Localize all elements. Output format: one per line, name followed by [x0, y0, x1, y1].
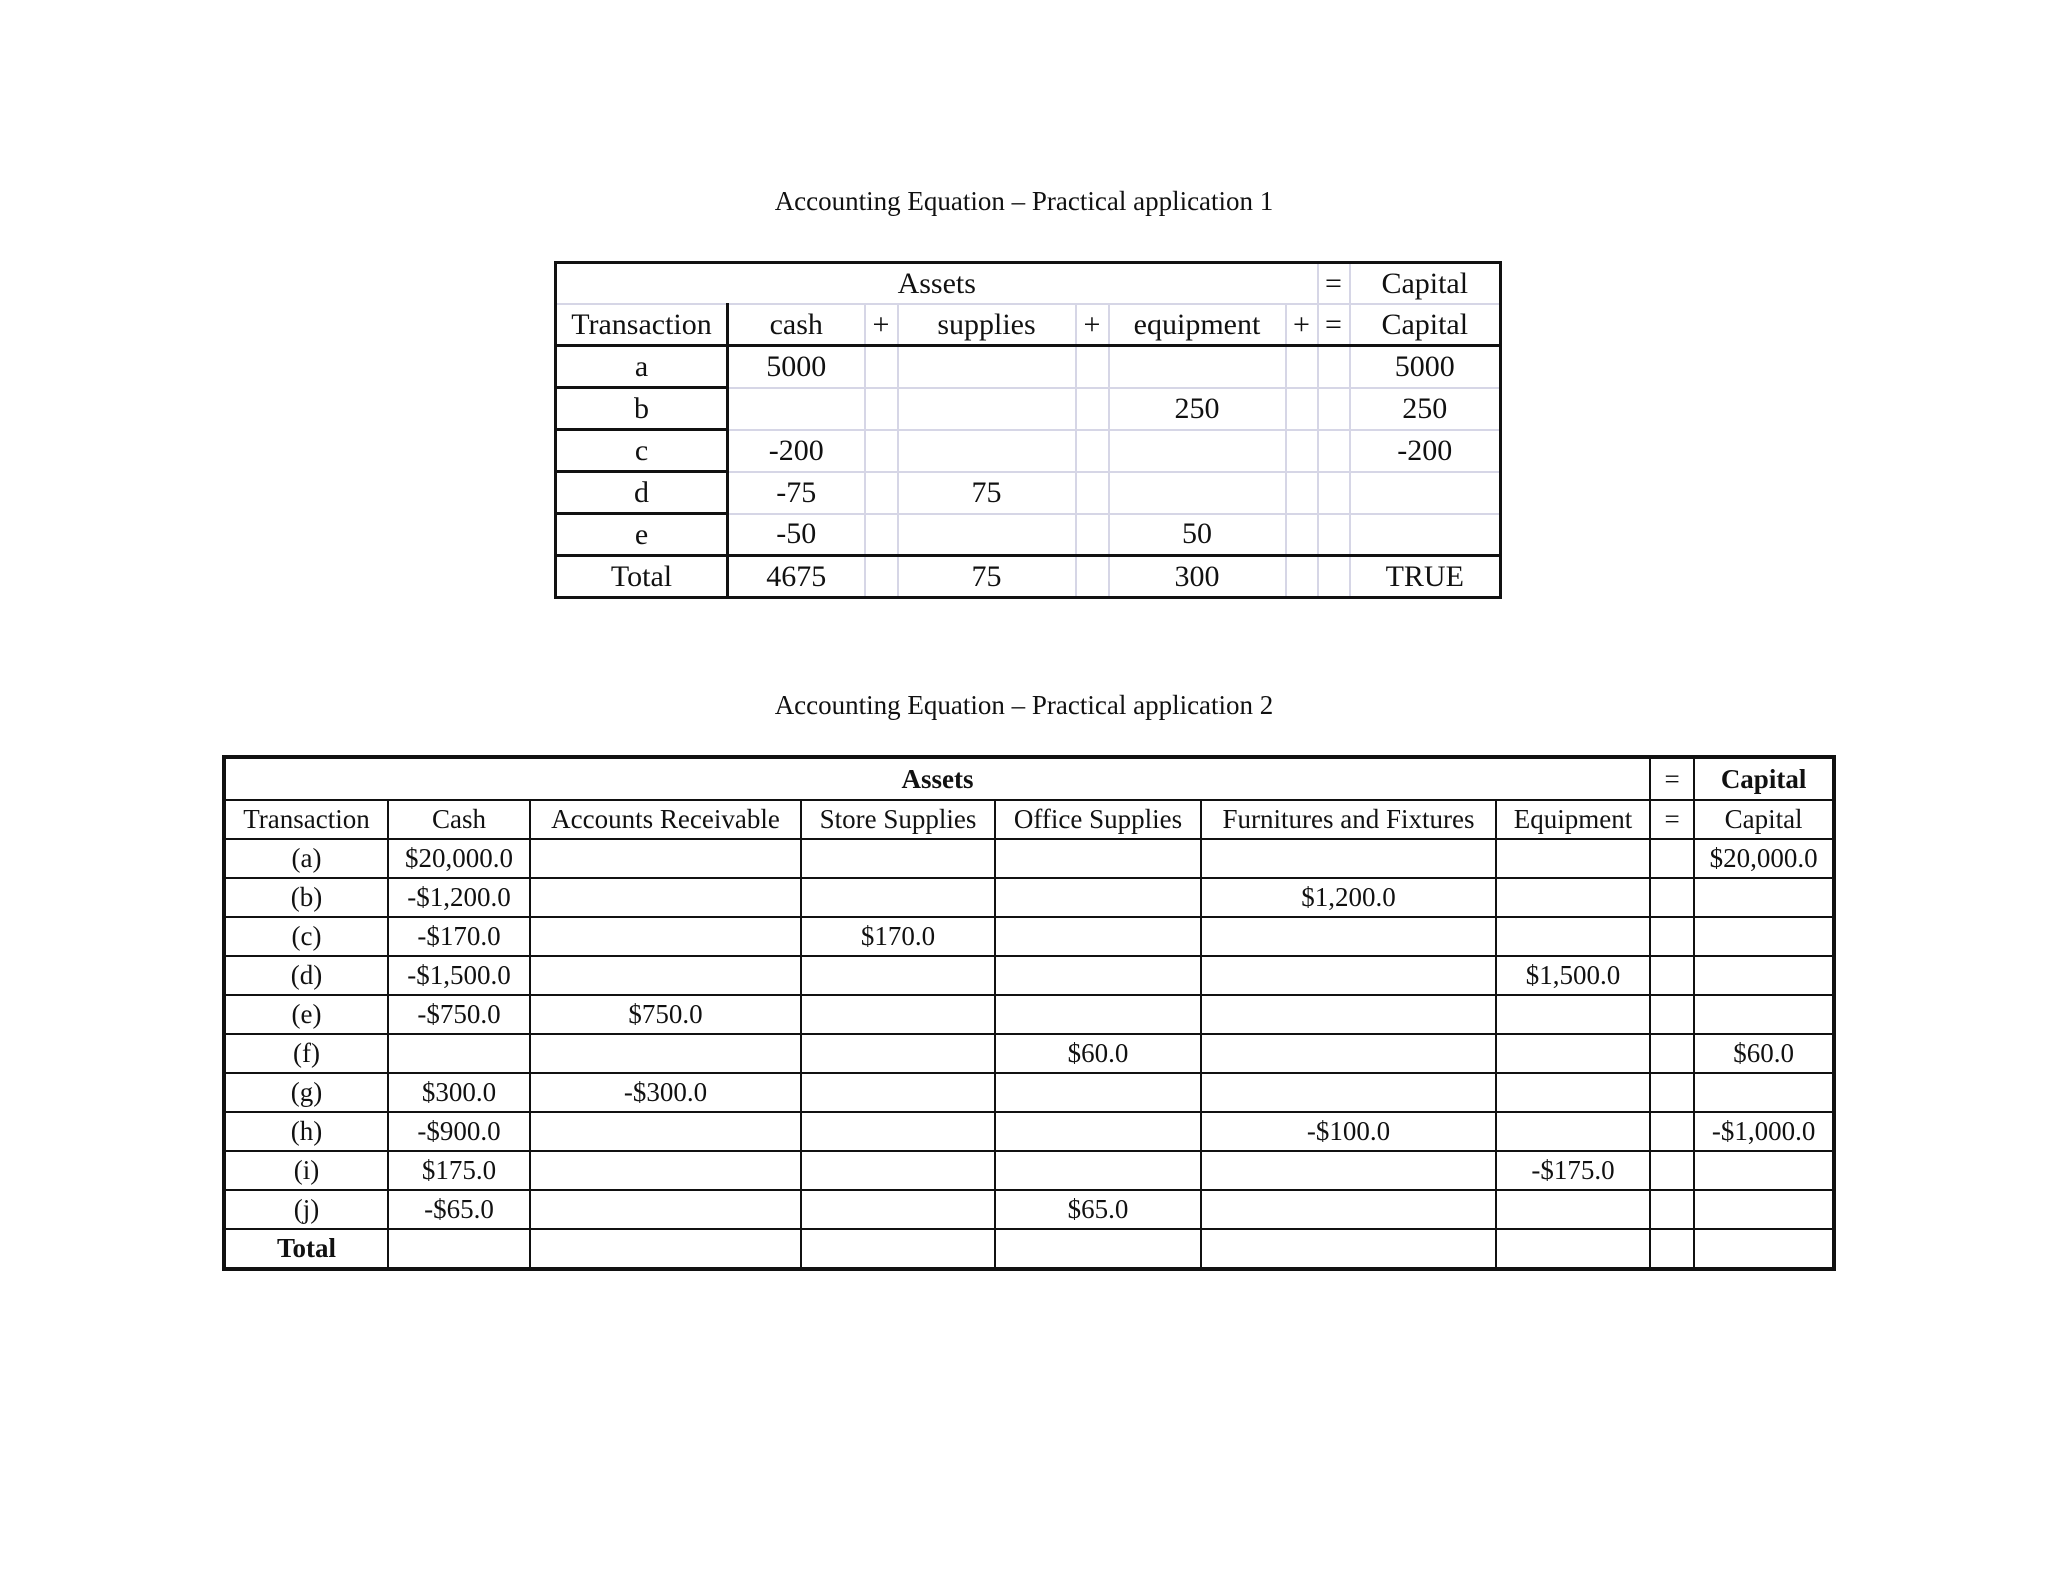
table2-cell-office-supplies: [995, 956, 1201, 995]
accounting-equation-table-2: [222, 755, 1836, 1271]
table1-cell-spacer: [1318, 514, 1350, 556]
table1-row: [556, 472, 1501, 514]
table2-cell-accounts-receivable: [530, 1034, 801, 1073]
table1-header-capital: Capital: [1350, 304, 1501, 346]
table1-header-cash: cash: [728, 304, 865, 346]
table2-cell-capital: $20,000.0: [1694, 839, 1834, 878]
table1-cell-spacer: [865, 388, 898, 430]
table1-cell-supplies: [898, 430, 1076, 472]
table1-row: [556, 514, 1501, 556]
table1-cell-spacer: [1286, 346, 1318, 388]
table2-cell-equals: [1650, 1034, 1694, 1073]
table2-cell-capital: [1694, 878, 1834, 917]
table2-cell-transaction: (i): [224, 1151, 388, 1190]
table1-cell-spacer: [1076, 388, 1109, 430]
table2-cell-transaction: (c): [224, 917, 388, 956]
table2-cell-store-supplies: [801, 995, 995, 1034]
table1-cell-equipment: [1109, 472, 1286, 514]
table1-cell-cash: -50: [728, 514, 865, 556]
table1-header-plus: +: [1076, 304, 1109, 346]
table2-cell-equipment: [1496, 1073, 1650, 1112]
table1-cell-spacer: [865, 556, 898, 598]
table2-cell-cash: [388, 1034, 530, 1073]
table2-cell-capital: [1694, 956, 1834, 995]
table1-cell-equipment: 50: [1109, 514, 1286, 556]
table2-cell-store-supplies: [801, 839, 995, 878]
table2-cell-furnitures-fixtures: [1201, 1190, 1496, 1229]
table2-cell-furnitures-fixtures: [1201, 839, 1496, 878]
table2-cell-accounts-receivable: $750.0: [530, 995, 801, 1034]
table2-cell-store-supplies: [801, 878, 995, 917]
table2-cell-cash: -$65.0: [388, 1190, 530, 1229]
table1-cell-spacer: [1318, 472, 1350, 514]
table1-cell-capital: 250: [1350, 388, 1501, 430]
table1-cell-supplies: [898, 388, 1076, 430]
table1-total-label: Total: [556, 556, 728, 598]
table2-cell-capital: $60.0: [1694, 1034, 1834, 1073]
table1-cell-cash: -75: [728, 472, 865, 514]
table2-total-furnitures-fixtures: [1201, 1229, 1496, 1269]
table2-header-equipment: Equipment: [1496, 800, 1650, 839]
table2-total-capital: [1694, 1229, 1834, 1269]
table1-cell-cash: -200: [728, 430, 865, 472]
table1-cell-spacer: [1286, 514, 1318, 556]
table2-cell-equipment: [1496, 995, 1650, 1034]
table2-header-transaction: Transaction: [224, 800, 388, 839]
table2-total-cash: [388, 1229, 530, 1269]
table2-cell-transaction: (d): [224, 956, 388, 995]
table2-cell-store-supplies: [801, 1073, 995, 1112]
table2-cell-equals: [1650, 1151, 1694, 1190]
table2-row: [224, 1112, 1834, 1151]
table2-cell-equipment: [1496, 1112, 1650, 1151]
table2-cell-cash: $20,000.0: [388, 839, 530, 878]
table1-total-capital: TRUE: [1350, 556, 1501, 598]
table2-cell-cash: -$1,200.0: [388, 878, 530, 917]
table2-cell-accounts-receivable: [530, 839, 801, 878]
table2-cell-cash: -$170.0: [388, 917, 530, 956]
table2-header-accounts-receivable: Accounts Receivable: [530, 800, 801, 839]
table2-cell-transaction: (g): [224, 1073, 388, 1112]
table2-cell-transaction: (f): [224, 1034, 388, 1073]
table2-cell-accounts-receivable: [530, 1151, 801, 1190]
table1-cell-spacer: [1318, 556, 1350, 598]
accounting-equation-table-1: [554, 261, 1502, 599]
table2-cell-equipment: [1496, 917, 1650, 956]
table2-cell-furnitures-fixtures: $1,200.0: [1201, 878, 1496, 917]
table1-capital-group-heading: Capital: [1350, 263, 1501, 305]
table1-cell-spacer: [1286, 430, 1318, 472]
table2-cell-accounts-receivable: [530, 1190, 801, 1229]
table2-cell-transaction: (a): [224, 839, 388, 878]
table1-title: Accounting Equation – Practical application 1: [774, 186, 1274, 216]
table1-cell-spacer: [865, 472, 898, 514]
table1-cell-equipment: 250: [1109, 388, 1286, 430]
table1-cell-spacer: [1286, 388, 1318, 430]
table1-cell-spacer: [865, 514, 898, 556]
table1-cell-spacer: [1076, 430, 1109, 472]
table2-cell-transaction: (e): [224, 995, 388, 1034]
table2-cell-capital: [1694, 917, 1834, 956]
table2-cell-transaction: (b): [224, 878, 388, 917]
table2-cell-equipment: [1496, 878, 1650, 917]
table2-total-equipment: [1496, 1229, 1650, 1269]
table2-cell-capital: -$1,000.0: [1694, 1112, 1834, 1151]
table1-cell-spacer: [1318, 430, 1350, 472]
table2-cell-equals: [1650, 1073, 1694, 1112]
table1-cell-spacer: [865, 346, 898, 388]
table2-cell-equals: [1650, 1190, 1694, 1229]
table2-cell-capital: [1694, 1073, 1834, 1112]
table2-row: [224, 1151, 1834, 1190]
table2-cell-capital: [1694, 1151, 1834, 1190]
table2-cell-office-supplies: [995, 1073, 1201, 1112]
table2-cell-furnitures-fixtures: [1201, 1034, 1496, 1073]
table2-cell-furnitures-fixtures: [1201, 956, 1496, 995]
table1-cell-equipment: [1109, 346, 1286, 388]
table2-row: [224, 917, 1834, 956]
table2-cell-equipment: $1,500.0: [1496, 956, 1650, 995]
table2-cell-equals: [1650, 956, 1694, 995]
table1-header-supplies: supplies: [898, 304, 1076, 346]
table1-cell-capital: [1350, 514, 1501, 556]
table1-cell-transaction: b: [556, 388, 728, 430]
table2-cell-store-supplies: [801, 1034, 995, 1073]
table1-cell-spacer: [1318, 388, 1350, 430]
table2-cell-store-supplies: $170.0: [801, 917, 995, 956]
table1-cell-spacer: [1286, 472, 1318, 514]
table1-cell-capital: -200: [1350, 430, 1501, 472]
table2-cell-office-supplies: [995, 917, 1201, 956]
table1-cell-supplies: [898, 346, 1076, 388]
table2-row: [224, 1034, 1834, 1073]
table2-cell-furnitures-fixtures: [1201, 1151, 1496, 1190]
table2-row: [224, 878, 1834, 917]
table1-cell-spacer: [1286, 556, 1318, 598]
table2-cell-accounts-receivable: [530, 878, 801, 917]
table2-cell-equals: [1650, 1112, 1694, 1151]
table2-cell-equipment: -$175.0: [1496, 1151, 1650, 1190]
table2-cell-transaction: (j): [224, 1190, 388, 1229]
table2-cell-office-supplies: [995, 878, 1201, 917]
table2-total-label: Total: [224, 1229, 388, 1269]
table1-total-row: [556, 556, 1501, 598]
table1-header-equals: =: [1318, 304, 1350, 346]
table2-cell-equals: [1650, 839, 1694, 878]
table1-group-row: [556, 263, 1501, 305]
table1-cell-spacer: [1318, 346, 1350, 388]
table1-cell-capital: 5000: [1350, 346, 1501, 388]
table2-cell-office-supplies: [995, 839, 1201, 878]
table2-cell-accounts-receivable: [530, 1112, 801, 1151]
table2-group-equals: =: [1650, 757, 1694, 800]
table2-cell-accounts-receivable: [530, 956, 801, 995]
table2-row: [224, 839, 1834, 878]
table2-cell-equals: [1650, 878, 1694, 917]
table1-header-row: [556, 304, 1501, 346]
table1-row: [556, 430, 1501, 472]
table1-cell-spacer: [1076, 514, 1109, 556]
table2-total-office-supplies: [995, 1229, 1201, 1269]
table2-total-equals: [1650, 1229, 1694, 1269]
table2-cell-cash: $175.0: [388, 1151, 530, 1190]
table2-cell-accounts-receivable: -$300.0: [530, 1073, 801, 1112]
table2-cell-transaction: (h): [224, 1112, 388, 1151]
table2-cell-capital: [1694, 1190, 1834, 1229]
table2-cell-equals: [1650, 917, 1694, 956]
table2-cell-store-supplies: [801, 1190, 995, 1229]
table2-cell-equipment: [1496, 839, 1650, 878]
table1-header-equipment: equipment: [1109, 304, 1286, 346]
table2-header-capital: Capital: [1694, 800, 1834, 839]
table2-cell-office-supplies: [995, 995, 1201, 1034]
table2-cell-accounts-receivable: [530, 917, 801, 956]
table2-cell-office-supplies: $65.0: [995, 1190, 1201, 1229]
table2-cell-office-supplies: [995, 1112, 1201, 1151]
table1-row: [556, 346, 1501, 388]
table2-header-office-supplies: Office Supplies: [995, 800, 1201, 839]
table2-total-row: [224, 1229, 1834, 1269]
table1-cell-supplies: [898, 514, 1076, 556]
table2-header-equals: =: [1650, 800, 1694, 839]
table1-total-supplies: 75: [898, 556, 1076, 598]
table1-assets-heading: Assets: [556, 263, 1318, 305]
table2-cell-furnitures-fixtures: -$100.0: [1201, 1112, 1496, 1151]
table2-capital-group-heading: Capital: [1694, 757, 1834, 800]
table1-cell-cash: 5000: [728, 346, 865, 388]
table2-cell-store-supplies: [801, 1151, 995, 1190]
table2-cell-equals: [1650, 995, 1694, 1034]
table2-row: [224, 1073, 1834, 1112]
table1-cell-equipment: [1109, 430, 1286, 472]
table1-total-equipment: 300: [1109, 556, 1286, 598]
table1-cell-supplies: 75: [898, 472, 1076, 514]
table2-row: [224, 956, 1834, 995]
table2-cell-cash: -$1,500.0: [388, 956, 530, 995]
table2-cell-capital: [1694, 995, 1834, 1034]
table2-header-row: [224, 800, 1834, 839]
table1-cell-transaction: e: [556, 514, 728, 556]
table1-cell-transaction: c: [556, 430, 728, 472]
table1-cell-spacer: [865, 430, 898, 472]
table1-cell-transaction: d: [556, 472, 728, 514]
table1-cell-spacer: [1076, 346, 1109, 388]
table1-header-plus: +: [1286, 304, 1318, 346]
table2-cell-furnitures-fixtures: [1201, 1073, 1496, 1112]
table1-header-transaction: Transaction: [556, 304, 728, 346]
table2-cell-furnitures-fixtures: [1201, 995, 1496, 1034]
table1-cell-capital: [1350, 472, 1501, 514]
table2-cell-store-supplies: [801, 1112, 995, 1151]
table2-group-row: [224, 757, 1834, 800]
table2-row: [224, 995, 1834, 1034]
table1-cell-spacer: [1076, 556, 1109, 598]
table2-cell-cash: $300.0: [388, 1073, 530, 1112]
table2-cell-cash: -$750.0: [388, 995, 530, 1034]
table2-total-store-supplies: [801, 1229, 995, 1269]
table2-header-cash: Cash: [388, 800, 530, 839]
table1-cell-cash: [728, 388, 865, 430]
table2-header-furnitures-fixtures: Furnitures and Fixtures: [1201, 800, 1496, 839]
table1-cell-spacer: [1076, 472, 1109, 514]
table2-cell-office-supplies: [995, 1151, 1201, 1190]
table1-total-cash: 4675: [728, 556, 865, 598]
table2-cell-furnitures-fixtures: [1201, 917, 1496, 956]
table1-header-plus: +: [865, 304, 898, 346]
table1-group-equals: =: [1318, 263, 1350, 305]
table2-header-store-supplies: Store Supplies: [801, 800, 995, 839]
table2-cell-equipment: [1496, 1034, 1650, 1073]
table2-row: [224, 1190, 1834, 1229]
table1-cell-transaction: a: [556, 346, 728, 388]
table2-cell-equipment: [1496, 1190, 1650, 1229]
table1-row: [556, 388, 1501, 430]
table2-title: Accounting Equation – Practical application 2: [774, 690, 1274, 720]
table2-cell-cash: -$900.0: [388, 1112, 530, 1151]
table2-assets-heading: Assets: [224, 757, 1650, 800]
table2-cell-office-supplies: $60.0: [995, 1034, 1201, 1073]
table2-cell-store-supplies: [801, 956, 995, 995]
table2-total-accounts-receivable: [530, 1229, 801, 1269]
